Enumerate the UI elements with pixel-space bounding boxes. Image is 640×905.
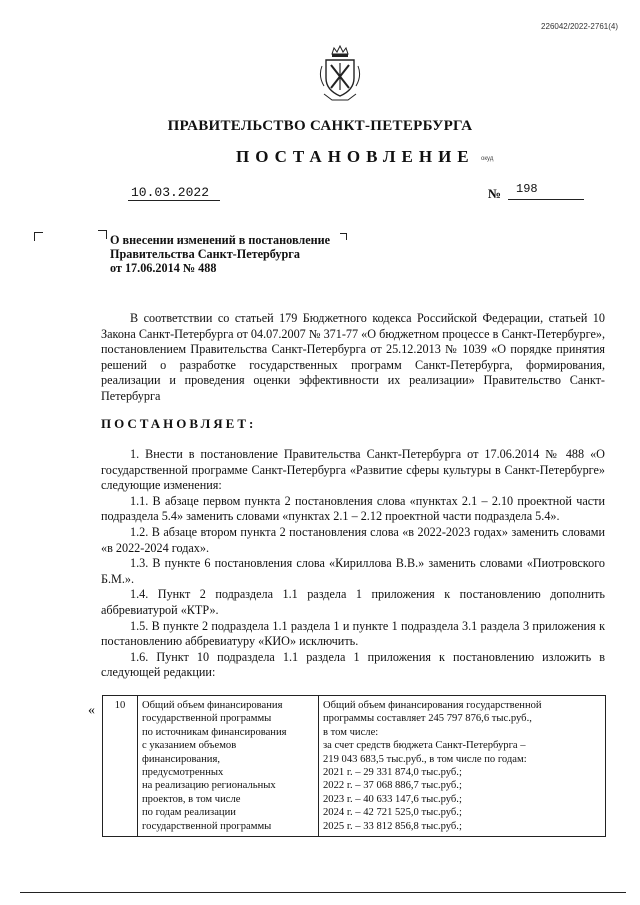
opening-quote-mark: « [88, 703, 95, 718]
program-financing-table [102, 695, 606, 837]
amendment-item: 1. Внести в постановление Правительства Санкт-Петербурга от 17.06.2014 № 488 «О государственной программе Санкт-Петербурга «Развитие сферы культуры в Санкт-Петербурге» следующие изменения: [101, 447, 605, 493]
name-line: Общий объем финансирования [142, 700, 283, 711]
subject-line: от 17.06.2014 № 488 [110, 261, 217, 275]
subject-line: О внесении изменений в постановление [110, 233, 331, 247]
corner-mark-middle [98, 230, 107, 239]
document-number: 226042/2022-2761(4) [541, 22, 618, 31]
preamble-paragraph: В соответствии со статьей 179 Бюджетного кодекса Российской Федерации, статьей 10 Закона Санкт-Петербурга от 04.07.2007 № 371-77 «О бюджетном процессе в Санкт-Петербурге», постановлением Правительства Санкт-Петербурга от 25.12.2013 № 1039 «О порядке принятия решений о разработке государственных программ Санкт-Петербурга, формирования, реализации и проведения оценки эффективности их реализации» Правительство Санкт-Петербурга [101, 311, 605, 403]
name-line: проектов, в том числе [142, 793, 241, 805]
value-line: в том числе: [323, 726, 379, 738]
value-line: 2021 г. – 29 331 874,0 тыс.руб.; [323, 767, 462, 779]
government-title: ПРАВИТЕЛЬСТВО САНКТ-ПЕТЕРБУРГА [167, 118, 473, 134]
amendment-item: 1.2. В абзаце втором пункта 2 постановления слова «в 2022-2023 годах» заменить словами «в 2022-2024 годах». [101, 524, 605, 555]
row-value-cell [319, 696, 606, 837]
table-row [103, 696, 606, 837]
number-sign: № [488, 186, 502, 201]
page-bottom-rule [20, 892, 626, 893]
name-line: предусмотренных [142, 767, 224, 779]
name-line: с указанием объемов [142, 740, 237, 752]
value-line: 219 043 683,5 тыс.руб., в том числе по годам: [323, 753, 527, 765]
name-line: по годам реализации [142, 807, 236, 819]
amendment-item: 1.3. В пункте 6 постановления слова «Кириллова В.В.» заменить словами «Пиотровского Б.М.». [101, 556, 605, 586]
amendment-item: 1.4. Пункт 2 подраздела 1.1 раздела 1 приложения к постановлению дополнить аббревиатурой «КТР». [101, 587, 605, 617]
decree-date: 10.03.2022 [131, 185, 210, 200]
number-underline [508, 199, 584, 200]
name-line: по источникам финансирования [142, 726, 287, 738]
row-number-cell: 10 [103, 696, 138, 837]
corner-mark-left [34, 232, 43, 241]
row-name-cell [138, 696, 319, 837]
amendment-item: 1.5. В пункте 2 подраздела 1.1 раздела 1 и пункте 1 подраздела 3.1 раздела 3 приложения к постановлению аббревиатуру «КИО» исключить. [101, 618, 605, 649]
coat-of-arms-emblem [318, 44, 362, 104]
date-underline [128, 200, 220, 201]
decree-number: 198 [516, 182, 538, 196]
amendment-item: 1.1. В абзаце первом пункта 2 постановления слова «пунктах 2.1 – 2.10 проектной части подраздела 5.4» заменить словами «пунктах 2.1 – 2.12 проектной части подраздела 5.4». [101, 493, 605, 524]
value-line: 2022 г. – 37 068 886,7 тыс.руб.; [323, 780, 462, 792]
decree-subject [110, 233, 390, 275]
subject-line: Правительства Санкт-Петербурга [110, 247, 300, 261]
name-line: государственной программы [142, 713, 272, 725]
value-line: 2023 г. – 40 633 147,6 тыс.руб.; [323, 793, 462, 805]
value-line: за счет средств бюджета Санкт-Петербурга – [323, 740, 526, 752]
name-line: финансирования, [142, 753, 220, 765]
value-line: программы составляет 245 797 876,6 тыс.руб., [323, 713, 532, 725]
value-line: 2025 г. – 33 812 856,8 тыс.руб.; [323, 820, 462, 832]
name-line: на реализацию региональных [142, 780, 276, 792]
name-line: государственной программы [142, 820, 272, 832]
amendment-item: 1.6. Пункт 10 подраздела 1.1 раздела 1 приложения к постановлению изложить в следующей редакции: [101, 649, 605, 680]
amendment-list [101, 447, 605, 681]
okud-label: окуд [481, 156, 494, 162]
value-line: Общий объем финансирования государственной [323, 700, 542, 711]
decree-title: ПОСТАНОВЛЕНИЕ [236, 147, 475, 166]
resolves-heading: ПОСТАНОВЛЯЕТ: [101, 416, 257, 431]
value-line: 2024 г. – 42 721 525,0 тыс.руб.; [323, 807, 462, 819]
